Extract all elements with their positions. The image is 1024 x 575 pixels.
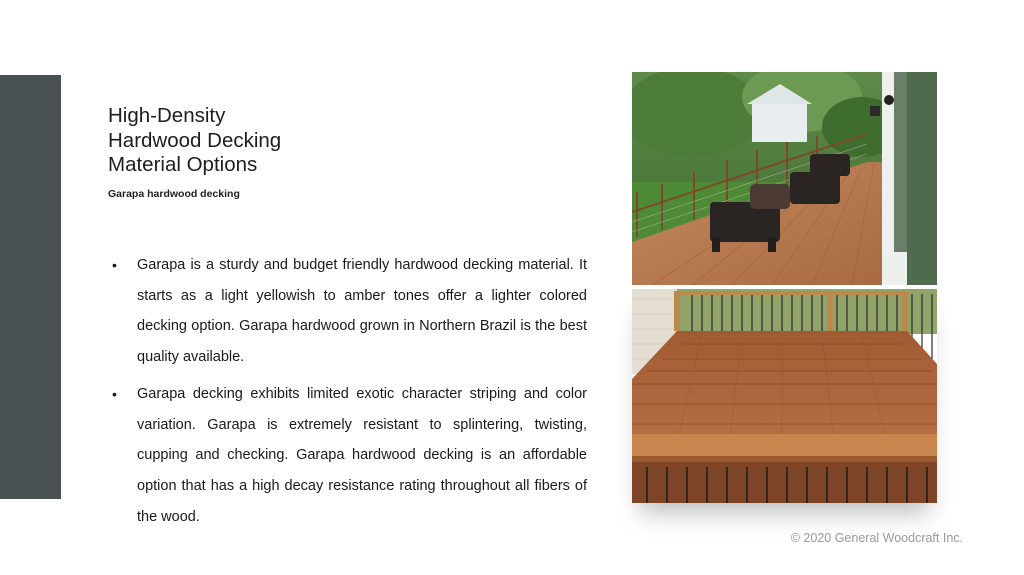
- bullet-dot: •: [112, 257, 117, 273]
- title-line-3: Material Options: [108, 153, 258, 176]
- title-line-2: Hardwood Decking: [108, 128, 282, 152]
- bullet-text: Garapa decking exhibits limited exotic character striping and color variation. Garapa is extremely resistant to splintering, twisting, cupping and checking. Garapa hardwood decking is an affordable option that has a high decay resistance rating throughout all fibers of the wood.: [137, 385, 587, 525]
- title-line-1: High-Density: [108, 104, 226, 127]
- deck-floor-image: [632, 289, 937, 503]
- copyright-footer: © 2020 General Woodcraft Inc.: [790, 531, 963, 545]
- deck-photo-bottom: [632, 289, 937, 503]
- deck-with-chairs-image: [632, 72, 937, 285]
- bullet-item: [112, 379, 587, 533]
- slide-subtitle: Garapa hardwood decking: [108, 188, 240, 200]
- bullet-item: [112, 250, 587, 373]
- bullet-text: Garapa is a sturdy and budget friendly hardwood decking material. It starts as a light yellowish to amber tones offer a lighter colored decking option. Garapa hardwood grown in Northern Brazil is the best quality available.: [137, 257, 587, 366]
- bullet-dot: •: [112, 385, 117, 402]
- slide-title: [108, 104, 408, 178]
- deck-photo-top: [632, 72, 937, 285]
- side-accent-bar: [0, 75, 61, 499]
- bullet-list: [112, 250, 587, 538]
